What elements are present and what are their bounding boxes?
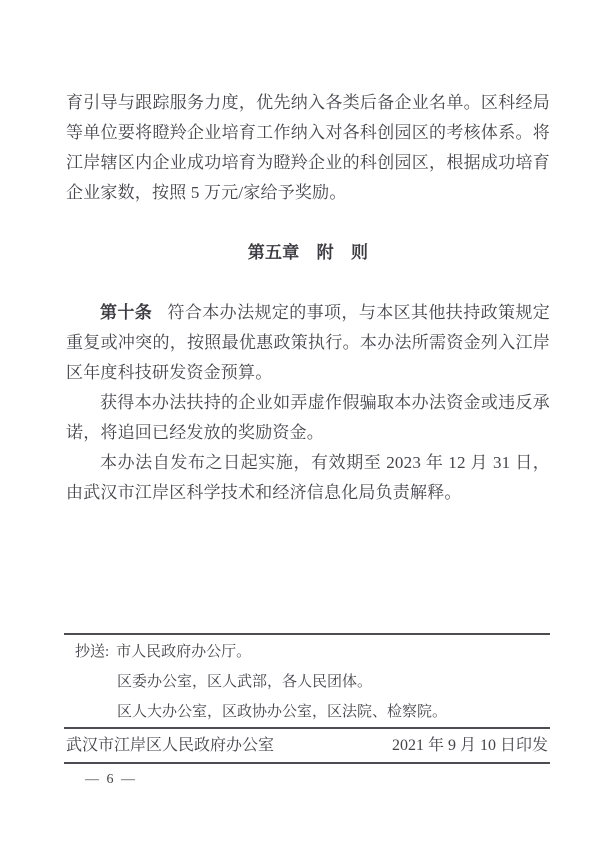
copy-recipient-line: 区委办公室，区人武部，各人民团体。	[117, 674, 373, 690]
article-number-label: 第十条	[100, 303, 153, 322]
page-number: — 6 —	[85, 772, 137, 787]
copy-distribution-block	[64, 635, 550, 727]
document-footer	[64, 633, 550, 793]
page-number-row	[64, 764, 550, 793]
issuer-row	[64, 727, 550, 764]
document-body	[66, 88, 550, 508]
article-text: 符合本办法规定的事项，与本区其他扶持政策规定重复或冲突的，按照最优惠政策执行。本办法所需资金列入江岸区年度科技研发资金预算。	[66, 303, 550, 382]
copy-recipient-line: 区人大办公室，区政协办公室，区法院、检察院。	[117, 704, 448, 720]
body-paragraph-penalty: 获得本办法扶持的企业如弄虚作假骗取本办法资金或违反承诺，将追回已经发放的奖励资金。	[66, 393, 550, 442]
print-date: 2021 年 9 月 10 日印发	[391, 737, 548, 754]
copy-label: 抄送:	[75, 644, 110, 660]
body-paragraph-validity: 本办法自发布之日起实施，有效期至 2023 年 12 月 31 日，由武汉市江岸区科学技术和经济信息化局负责解释。	[66, 453, 550, 502]
copy-recipient-line: 市人民政府办公厅。	[116, 644, 252, 660]
copy-row	[75, 637, 550, 667]
issuing-office: 武汉市江岸区人民政府办公室	[66, 737, 275, 754]
chapter-heading: 第五章 附 则	[247, 243, 369, 262]
body-paragraph-continuation: 育引导与跟踪服务力度，优先纳入各类后备企业名单。区科经局等单位要将瞪羚企业培育工作纳入对各科创园区的考核体系。将江岸辖区内企业成功培育为瞪羚企业的科创园区，根据成功培育企业家数，按照 5 万元/家给予奖励。	[66, 93, 550, 202]
body-paragraph-article10	[66, 298, 550, 388]
